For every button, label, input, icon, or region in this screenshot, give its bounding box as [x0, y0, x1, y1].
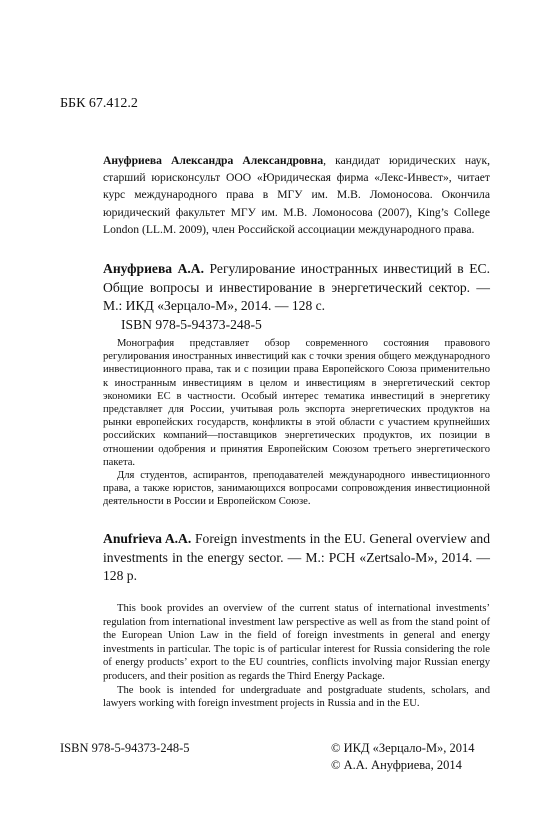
- abstract-en: [103, 602, 490, 711]
- copyright-author: © А.А. Ануфриева, 2014: [331, 758, 462, 772]
- author-bio: [103, 152, 490, 238]
- abstract-en-paragraph: This book provides an overview of the current status of international investments’ regulation from international investment law perspective as well as from the stand point of the European Union Law in the field of foreign investments in general and energy investments in particular. The topic is of particular interest for Russia considering the role of energy products’ export to the EU countries, conflicts involving major Russian energy producers, and their position as regards the Third Energy Package.: [103, 603, 490, 682]
- ref-ru-author: Ануфриева А.А.: [103, 261, 205, 276]
- abstract-ru-paragraph: Монография представляет обзор современного состояния правового регулирования иностранных инвестиций как с точки зрения общего международного инвестиционного права, так и с позиции права Европейского Союза применительно к иностранным инвестициям в целом и инвестициям в энергетический сектор экономики ЕС в частности. Особый интерес тематика инвестиций в энергетику представляет для России, учитывая роль экспорта энергетических продуктов на рынки европейских государств, конфликты в этой области с участием крупнейших российских компаний—поставщиков энергетических продуктов, их позиции в отношении одобрения и принятия Европейским Союзом третьего энергетического пакета.: [103, 338, 490, 468]
- abstract-en-paragraph: The book is intended for undergraduate and postgraduate students, scholars, and lawyers working with foreign investment projects in Russia and in the EU.: [103, 684, 490, 710]
- abstract-ru-paragraph: Для студентов, аспирантов, преподавателей международного инвестиционного права, а также юристов, занимающихся вопросами сопровождения инвестиционной деятельности в России и Европейском Союзе.: [103, 470, 490, 508]
- abstract-ru: [103, 337, 490, 509]
- author-name: Ануфриева Александра Александровна: [103, 154, 324, 167]
- bibliographic-reference-en: [103, 530, 490, 586]
- copyright-publisher: © ИКД «Зерцало-М», 2014: [331, 741, 475, 755]
- ref-en-author: Anufrieva A.A.: [103, 531, 192, 546]
- ref-ru-text: Регулирование иностранных инвестиций в ЕС. Общие вопросы и инвестирование в энергетический сектор. — М.: ИКД «Зерцало-М», 2014. — 128 с.: [103, 261, 490, 313]
- author-bio-text: , кандидат юридических наук, старший юрисконсульт ООО «Юридическая фирма «Лекс-Инвест», читает курс международного права в МГУ им. М.В. Ломоносова. Окончила юридический факультет МГУ им. М.В. Ломоносова (2007), King’s College London (LL.M. 2009), член Российской ассоциации международного права.: [103, 154, 490, 236]
- isbn-ru: ISBN 978-5-94373-248-5: [121, 317, 262, 332]
- bbk-code: ББК 67.412.2: [60, 96, 138, 111]
- isbn-footer: ISBN 978-5-94373-248-5: [60, 741, 190, 755]
- bibliographic-reference-ru: [103, 260, 490, 316]
- ref-en-text: Foreign investments in the EU. General overview and investments in the energy sector. — M.: PCH «Zertsalo-M», 2014. — 128 p.: [103, 531, 490, 583]
